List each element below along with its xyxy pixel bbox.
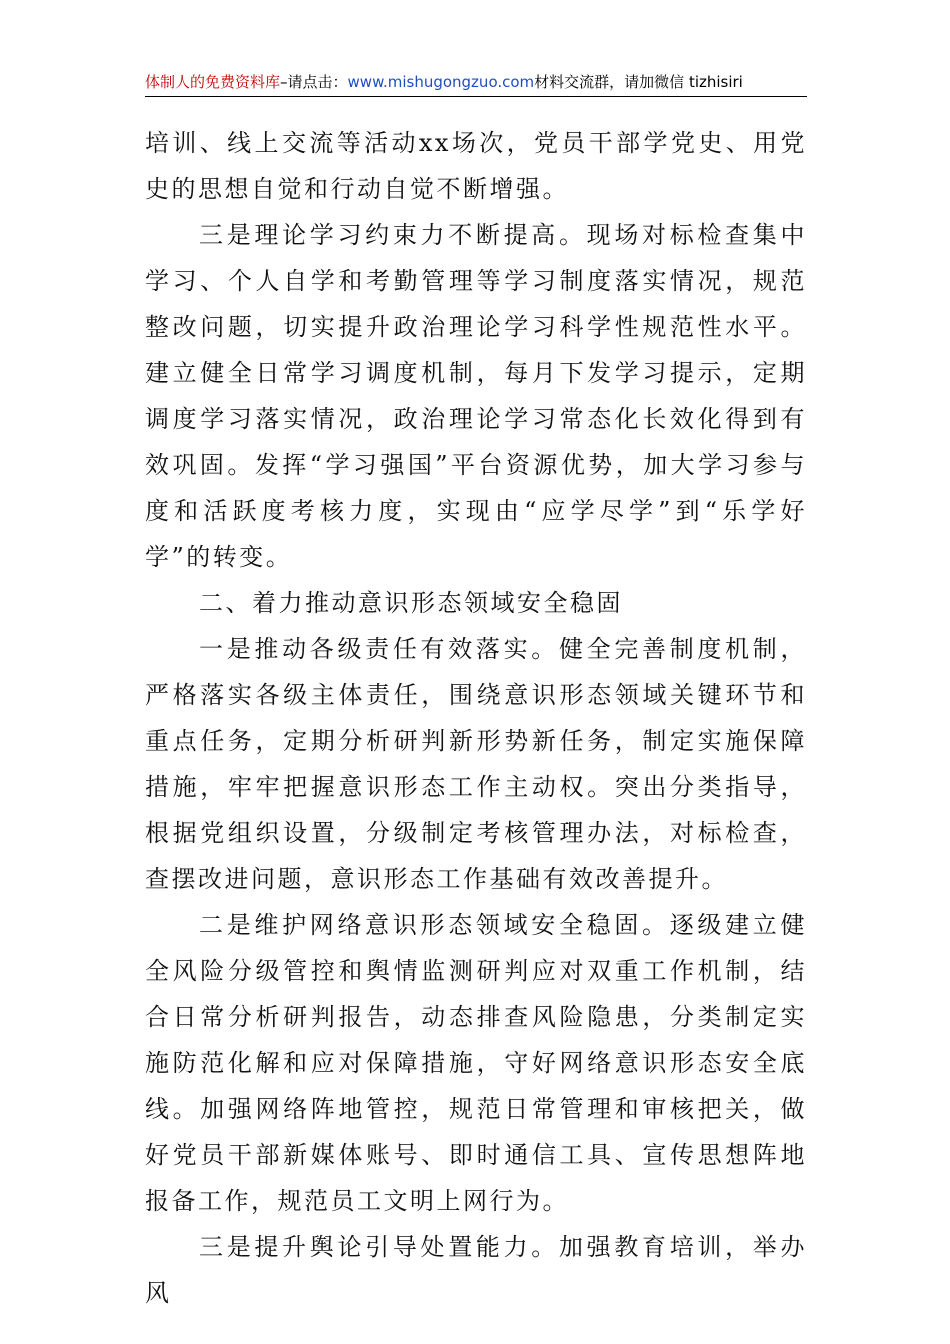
paragraph: 培训、线上交流等活动xx场次，党员干部学党史、用党史的思想自觉和行动自觉不断增强。: [145, 129, 807, 203]
paragraph: 二是维护网络意识形态领域安全稳固。逐级建立健全风险分级管控和舆情监测研判应对双重工作机制，结合日常分析研判报告，动态排查风险隐患，分类制定实施防范化解和应对保障措施，守好网络意识形态安全底线。加强网络阵地管控，规范日常管理和审核把关，做好党员干部新媒体账号、即时通信工具、宣传思想阵地报备工作，规范员工文明上网行为。: [145, 911, 807, 1215]
header-prompt: –请点击：: [280, 73, 348, 91]
header-site-name: 体制人的免费资料库: [145, 73, 281, 91]
header-url-link[interactable]: www.mishugongzuo.com: [347, 73, 535, 91]
header-note: 材料交流群，请加微信 tizhisiri: [534, 73, 743, 91]
document-body: [145, 120, 807, 1316]
section-heading: 二、着力推动意识形态领域安全稳固: [199, 589, 623, 617]
paragraph: 三是提升舆论引导处置能力。加强教育培训，举办风: [145, 1233, 807, 1307]
paragraph: 三是理论学习约束力不断提高。现场对标检查集中学习、个人自学和考勤管理等学习制度落实情况，规范整改问题，切实提升政治理论学习科学性规范性水平。建立健全日常学习调度机制，每月下发学习提示，定期调度学习落实情况，政治理论学习常态化长效化得到有效巩固。发挥“学习强国”平台资源优势，加大学习参与度和活跃度考核力度，实现由“应学尽学”到“乐学好学”的转变。: [145, 221, 807, 571]
page-header: [145, 70, 805, 96]
header-divider: [145, 96, 807, 97]
paragraph: 一是推动各级责任有效落实。健全完善制度机制，严格落实各级主体责任，围绕意识形态领域关键环节和重点任务，定期分析研判新形势新任务，制定实施保障措施，牢牢把握意识形态工作主动权。突出分类指导，根据党组织设置，分级制定考核管理办法，对标检查，查摆改进问题，意识形态工作基础有效改善提升。: [145, 635, 807, 893]
